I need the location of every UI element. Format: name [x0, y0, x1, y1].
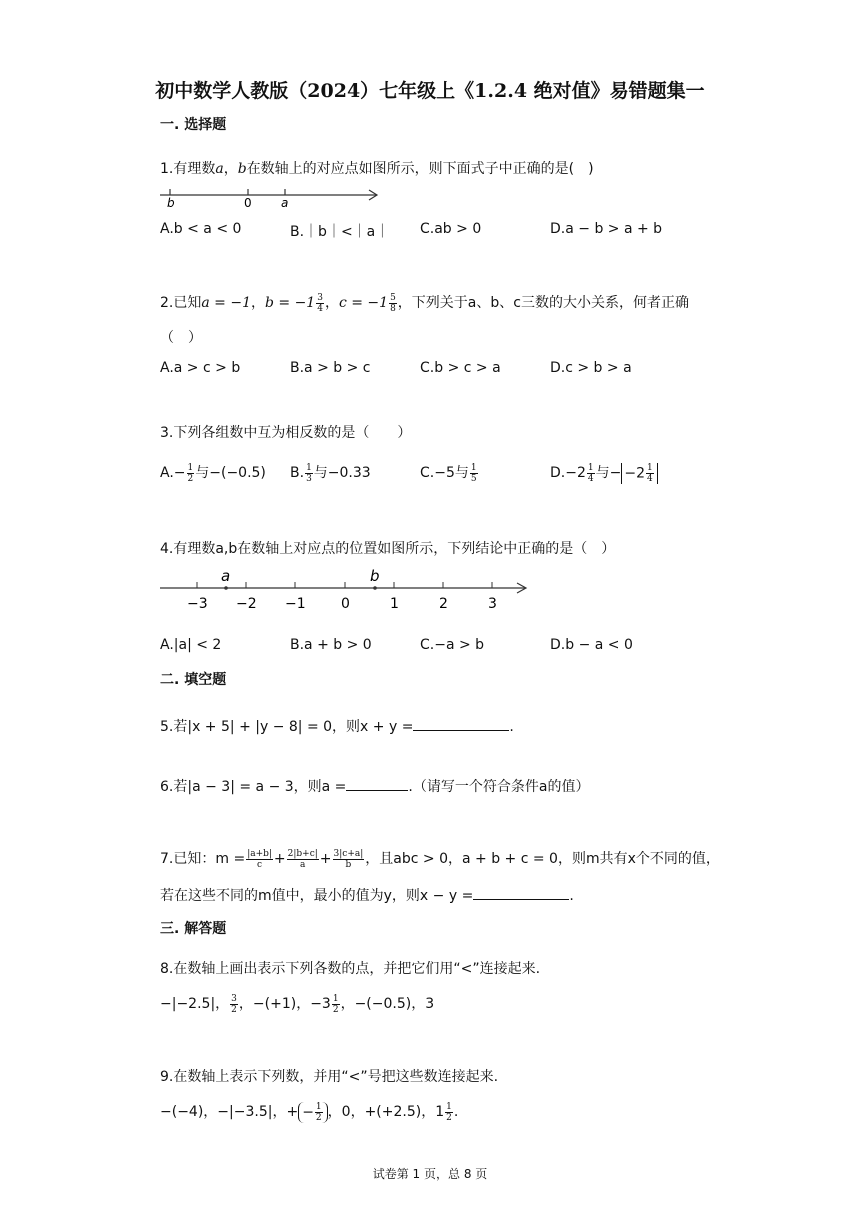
q1-option-c[interactable]: C.ab > 0 — [420, 221, 482, 237]
q4-option-a[interactable]: A.|a| < 2 — [160, 637, 222, 653]
q2-paren: （ ） — [160, 330, 202, 346]
q4-option-b[interactable]: B.a + b > 0 — [290, 637, 372, 653]
q4-option-d[interactable]: D.b − a < 0 — [550, 637, 633, 653]
q1-option-d[interactable]: D.a − b > a + b — [550, 221, 663, 237]
question-6: 6.若|a − 3| = a − 3，则a = .（请写一个符合条件a的值） — [160, 779, 590, 795]
axis-label-zero: 0 — [244, 196, 252, 210]
q2-option-b[interactable]: B.a > b > c — [290, 360, 371, 376]
page-title: 初中数学人教版（2024）七年级上《1.2.4 绝对值》易错题集一 — [155, 80, 705, 102]
tick-3: 3 — [488, 596, 497, 612]
question-7: 7.已知：m = $\frac{|a+b|}{c}$ + $\frac{2|b+c|}{a}$ + $\frac{3|c+a|}{b}$ ，且abc > 0，a + b + c = 0，则m共有x个不同的值， — [160, 848, 720, 870]
point-b — [373, 586, 377, 590]
question-9-numbers: −(−4)，−|−3.5|，+ − $\frac{1}{2}$ ，0，+(+2.5)，1 $\frac{1}{2}$ . — [160, 1101, 459, 1123]
page-footer: 试卷第 1 页，总 8 页 — [372, 1167, 488, 1181]
number-line-q4 — [155, 566, 535, 614]
q3-option-c[interactable]: C.−5与 $\frac{1}{5}$ — [420, 462, 477, 484]
q3-option-d[interactable]: D.−2 $\frac{1}{4}$ 与− −2 $\frac{1}{4}$ — [550, 462, 658, 484]
answer-blank-q6[interactable] — [346, 789, 408, 791]
tick-0: 0 — [341, 596, 350, 612]
axis-label-b: b — [167, 196, 175, 210]
section-answer: 三. 解答题 — [160, 921, 227, 937]
point-a — [224, 586, 228, 590]
q4-option-c[interactable]: C.−a > b — [420, 637, 485, 653]
q2-option-c[interactable]: C.b > c > a — [420, 360, 501, 376]
q2-option-a[interactable]: A.a > c > b — [160, 360, 241, 376]
answer-blank-q5[interactable] — [413, 729, 509, 731]
section-choice: 一. 选择题 — [160, 117, 227, 133]
section-fill: 二. 填空题 — [160, 672, 227, 688]
tick-minus-3: −3 — [187, 596, 208, 612]
point-label-a: a — [221, 567, 231, 585]
question-4: 4.有理数a,b在数轴上对应点的位置如图所示，下列结论中正确的是（ ） — [160, 541, 616, 557]
tick-2: 2 — [439, 596, 448, 612]
question-2: 2.已知a = −1，b = −1 $\frac{3}{4}$ ，c = −1 $\frac{5}{8}$ ，下列关于a、b、c三数的大小关系，何者正确 — [160, 292, 689, 314]
question-8: 8.在数轴上画出表示下列各数的点，并把它们用“<”连接起来. — [160, 961, 541, 977]
tick-minus-1: −1 — [285, 596, 306, 612]
q3-option-a[interactable]: A.− $\frac{1}{2}$ 与−(−0.5) — [160, 462, 266, 484]
question-7-line2: 若在这些不同的m值中，最小的值为y，则x − y = . — [160, 888, 574, 904]
question-9: 9.在数轴上表示下列数，并用“<”号把这些数连接起来. — [160, 1069, 499, 1085]
question-3: 3.下列各组数中互为相反数的是（ ） — [160, 425, 412, 441]
q1-option-b[interactable]: B.｜b｜<｜a｜ — [290, 224, 390, 240]
point-label-b: b — [370, 567, 380, 585]
q1-option-a[interactable]: A.b < a < 0 — [160, 221, 242, 237]
axis-label-a: a — [281, 196, 289, 210]
question-5: 5.若|x + 5| + |y − 8| = 0，则x + y = . — [160, 719, 514, 735]
tick-minus-2: −2 — [236, 596, 257, 612]
number-line-q1 — [155, 184, 385, 210]
q2-option-d[interactable]: D.c > b > a — [550, 360, 632, 376]
tick-1: 1 — [390, 596, 399, 612]
question-1: 1.有理数a，b在数轴上的对应点如图所示，则下面式子中正确的是( ) — [160, 161, 594, 177]
question-8-numbers: −|−2.5|， $\frac{3}{2}$ ，−(+1)，−3 $\frac{1}{2}$ ，−(−0.5)，3 — [160, 993, 435, 1015]
q3-option-b[interactable]: B. $\frac{1}{3}$ 与−0.33 — [290, 462, 371, 484]
answer-blank-q7[interactable] — [473, 898, 569, 900]
